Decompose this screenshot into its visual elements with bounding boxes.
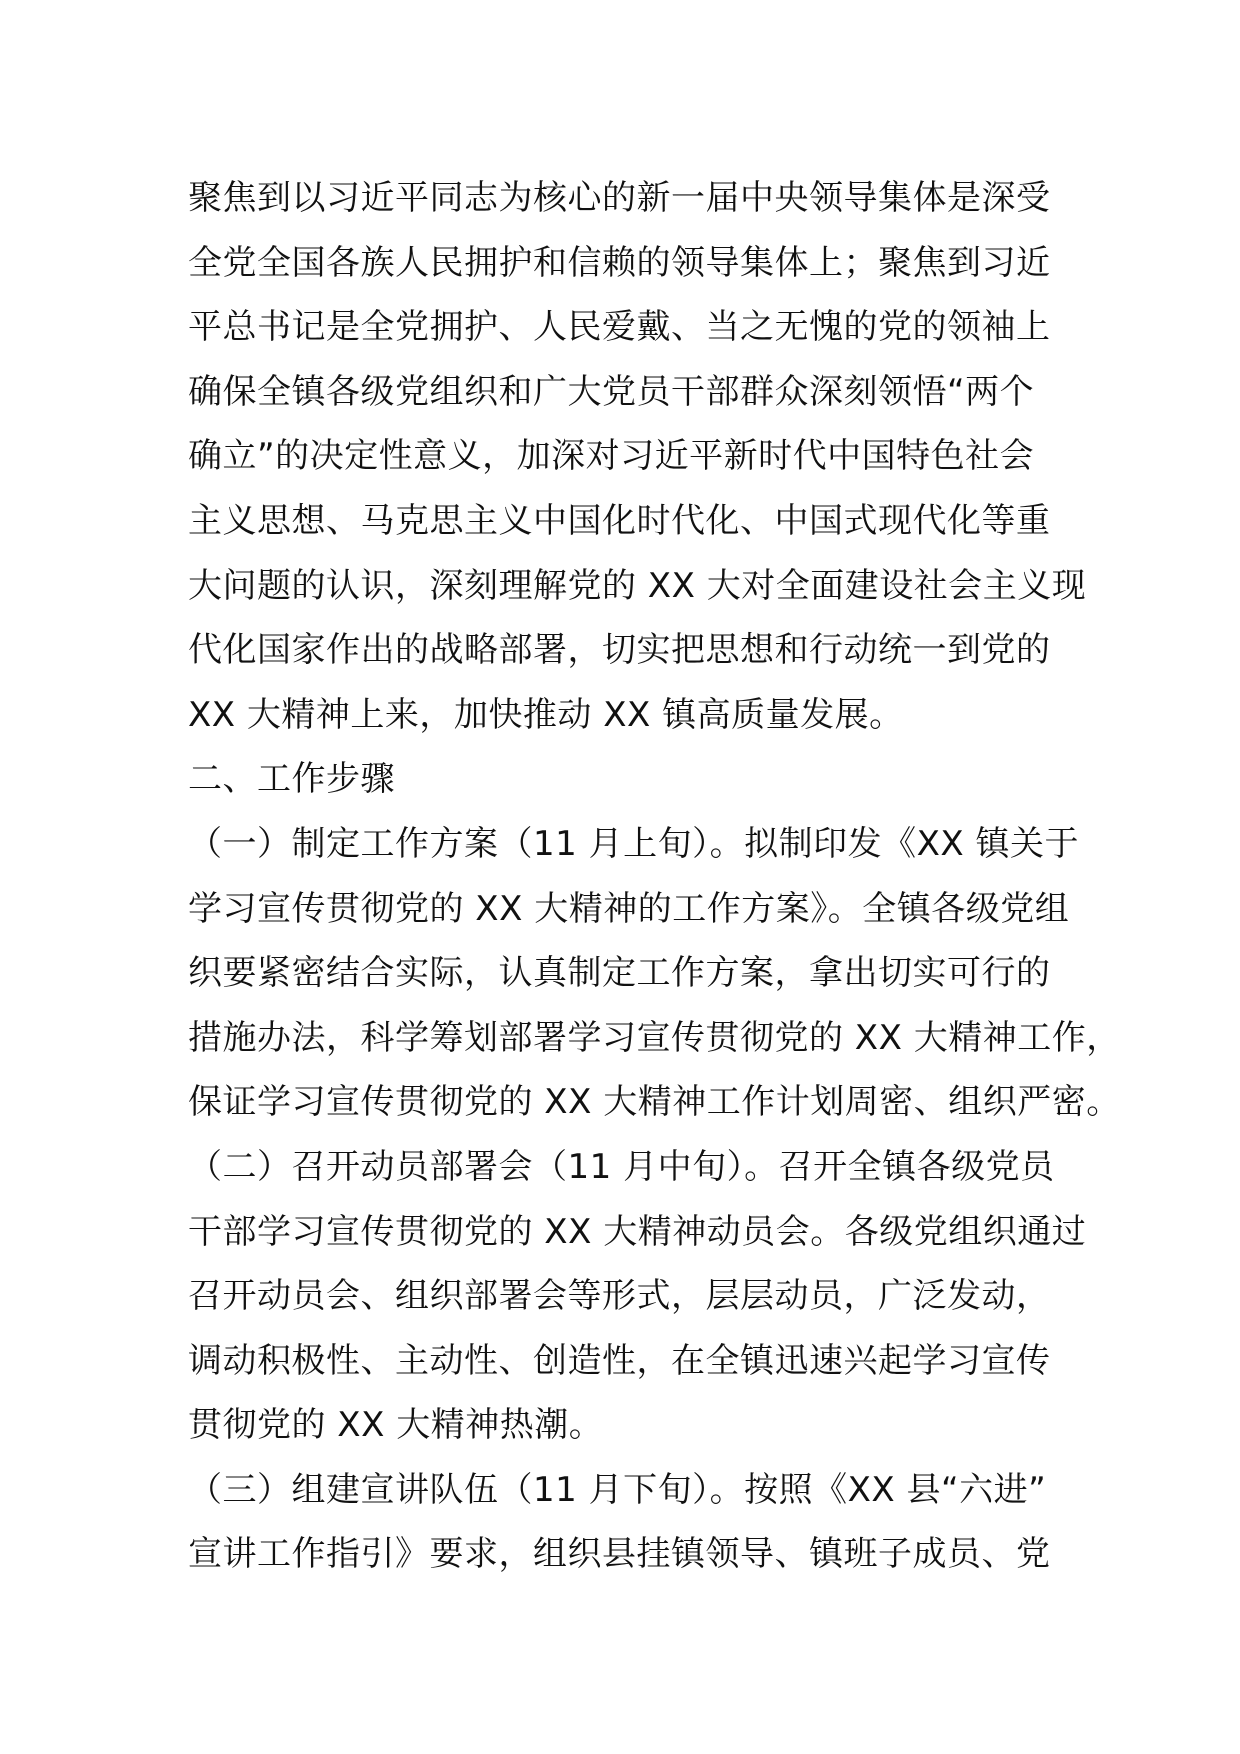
text-line: 代化国家作出的战略部署，切实把思想和行动统一到党的 <box>188 630 1051 671</box>
text-line: 宣讲工作指引》要求，组织县挂镇领导、镇班子成员、党 <box>188 1534 1051 1575</box>
body-text <box>188 166 1121 1587</box>
text-line: 主义思想、马克思主义中国化时代化、中国式现代化等重 <box>188 500 1051 541</box>
text-line: 召开动员会、组织部署会等形式，层层动员，广泛发动， <box>188 1276 1051 1317</box>
section-heading: 二、工作步骤 <box>188 759 395 800</box>
text-line: XX 大精神上来，加快推动 XX 镇高质量发展。 <box>188 694 904 735</box>
text-line: （三）组建宣讲队伍（11 月下旬）。按照《XX 县“六进” <box>188 1469 1047 1510</box>
text-line: 织要紧密结合实际，认真制定工作方案，拿出切实可行的 <box>188 953 1051 994</box>
text-line: 大问题的认识，深刻理解党的 XX 大对全面建设社会主义现 <box>188 565 1087 606</box>
text-line: 贯彻党的 XX 大精神热潮。 <box>188 1405 604 1446</box>
text-line: 保证学习宣传贯彻党的 XX 大精神工作计划周密、组织严密。 <box>188 1082 1121 1123</box>
text-line: 确立”的决定性意义，加深对习近平新时代中国特色社会 <box>188 436 1035 477</box>
text-line: 调动积极性、主动性、创造性，在全镇迅速兴起学习宣传 <box>188 1340 1051 1381</box>
text-line: 学习宣传贯彻党的 XX 大精神的工作方案》。全镇各级党组 <box>188 888 1070 929</box>
text-line: 确保全镇各级党组织和广大党员干部群众深刻领悟“两个 <box>188 371 1035 412</box>
text-line: 全党全国各族人民拥护和信赖的领导集体上；聚焦到习近 <box>188 242 1051 283</box>
text-line: 措施办法，科学筹划部署学习宣传贯彻党的 XX 大精神工作， <box>188 1017 1121 1058</box>
text-line: 干部学习宣传贯彻党的 XX 大精神动员会。各级党组织通过 <box>188 1211 1087 1252</box>
text-line: （二）召开动员部署会（11 月中旬）。召开全镇各级党员 <box>188 1146 1055 1187</box>
text-line: （一）制定工作方案（11 月上旬）。拟制印发《XX 镇关于 <box>188 823 1079 864</box>
text-line: 聚焦到以习近平同志为核心的新一届中央领导集体是深受 <box>188 178 1051 218</box>
text-line: 平总书记是全党拥护、人民爱戴、当之无愧的党的领袖上 <box>188 307 1051 348</box>
